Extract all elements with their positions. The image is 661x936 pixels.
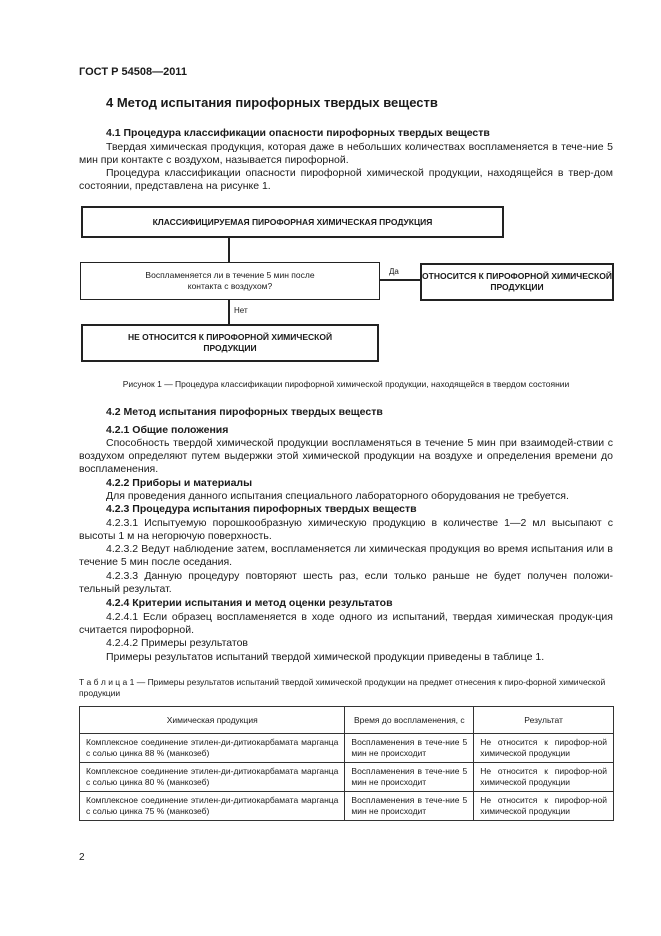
section-4-2-4-2: 4.2.4.2 Примеры результатов	[106, 637, 248, 649]
section-4-2-1-para: Способность твердой химической продукции воспламеняться в течение 5 мин при взаимодей-ствии с воздухом определяют путем выдержки этой химической продукции на воздухе и определения времени до воспламенения.	[79, 437, 613, 475]
table-cell-product: Комплексное соединение этилен-ди-дитиокарбамата марганца с солью цинка 75 % (манкозеб)	[80, 792, 345, 821]
table-row	[80, 734, 614, 763]
table-cell-result: Не относится к пирофор-ной химической продукции	[474, 734, 614, 763]
table-cell-result: Не относится к пирофор-ной химической продукции	[474, 763, 614, 792]
section-4-2-3-3: 4.2.3.3 Данную процедуру повторяют шесть раз, если только раньше не будет получен положи-тельный результат.	[79, 570, 613, 595]
flow-connector-1	[228, 238, 230, 262]
section-4-1-title: 4.1 Процедура классификации опасности пирофорных твердых веществ	[106, 127, 490, 139]
flow-no-arrow	[228, 300, 230, 324]
flow-yes-arrow	[380, 279, 420, 281]
section-4-2-3-title: 4.2.3 Процедура испытания пирофорных твердых веществ	[106, 503, 417, 515]
section-4-2-4-title: 4.2.4 Критерии испытания и метод оценки результатов	[106, 597, 393, 609]
section-4-2-3-2: 4.2.3.2 Ведут наблюдение затем, воспламеняется ли химическая продукция во время испытания или в течение 5 мин после оседания.	[79, 543, 613, 568]
section-4-1-para-1: Твердая химическая продукция, которая даже в небольших количествах воспламеняется в тече-ние 5 мин при контакте с воздухом, называется пирофорной.	[79, 141, 613, 166]
table-row	[80, 792, 614, 821]
table-header-product: Химическая продукция	[80, 707, 345, 734]
flow-no-label: Нет	[234, 306, 248, 315]
table-cell-time: Воспламенения в тече-ние 5 мин не происходит	[345, 792, 474, 821]
section-4-2-title: 4.2 Метод испытания пирофорных твердых веществ	[106, 406, 383, 418]
figure-1-caption: Рисунок 1 — Процедура классификации пирофорной химической продукции, находящейся в твердом состоянии	[122, 379, 570, 389]
table-cell-product: Комплексное соединение этилен-ди-дитиокарбамата марганца с солью цинка 80 % (манкозеб)	[80, 763, 345, 792]
table-1-caption: Т а б л и ц а 1 — Примеры результатов испытаний твердой химической продукции на предмет отнесения к пиро-форной химической продукции	[79, 677, 606, 698]
section-4-2-4-2-para: Примеры результатов испытаний твердой химической продукции приведены в таблице 1.	[106, 651, 545, 663]
flow-yes-label: Да	[389, 267, 399, 276]
table-cell-time: Воспламенения в тече-ние 5 мин не происходит	[345, 763, 474, 792]
table-1	[79, 706, 614, 821]
flow-top-box: КЛАССИФИЦИРУЕМАЯ ПИРОФОРНАЯ ХИМИЧЕСКАЯ ПРОДУКЦИЯ	[81, 206, 504, 238]
section-4-title: 4 Метод испытания пирофорных твердых веществ	[106, 95, 438, 110]
flow-question-box: Воспламеняется ли в течение 5 мин после контакта с воздухом?	[80, 262, 380, 300]
section-4-1-para-2: Процедура классификации опасности пирофорной химической продукции, находящейся в твер-дом состоянии, представлена на рисунке 1.	[79, 167, 613, 192]
page-number: 2	[79, 852, 85, 863]
section-4-2-4-1: 4.2.4.1 Если образец воспламеняется в ходе одного из испытаний, твердая химическая продук-ция считается пирофорной.	[79, 611, 613, 636]
table-header-result: Результат	[474, 707, 614, 734]
table-header-time: Время до воспламенения, с	[345, 707, 474, 734]
doc-header: ГОСТ Р 54508—2011	[79, 66, 187, 78]
section-4-2-1-title: 4.2.1 Общие положения	[106, 424, 229, 436]
table-cell-time: Воспламенения в тече-ние 5 мин не происходит	[345, 734, 474, 763]
table-row	[80, 763, 614, 792]
table-cell-result: Не относится к пирофор-ной химической продукции	[474, 792, 614, 821]
section-4-2-2-para: Для проведения данного испытания специального лабораторного оборудования не требуется.	[106, 490, 569, 502]
table-header-row	[80, 707, 614, 734]
section-4-2-3-1: 4.2.3.1 Испытуемую порошкообразную химическую продукцию в количестве 1—2 мл высыпают с высоты 1 м на негорючую поверхность.	[79, 517, 613, 542]
flow-no-box: НЕ ОТНОСИТСЯ К ПИРОФОРНОЙ ХИМИЧЕСКОЙ ПРОДУКЦИИ	[81, 324, 379, 362]
flow-yes-box: ОТНОСИТСЯ К ПИРОФОРНОЙ ХИМИЧЕСКОЙ ПРОДУКЦИИ	[420, 263, 614, 301]
table-cell-product: Комплексное соединение этилен-ди-дитиокарбамата марганца с солью цинка 88 % (манкозеб)	[80, 734, 345, 763]
section-4-2-2-title: 4.2.2 Приборы и материалы	[106, 477, 253, 489]
